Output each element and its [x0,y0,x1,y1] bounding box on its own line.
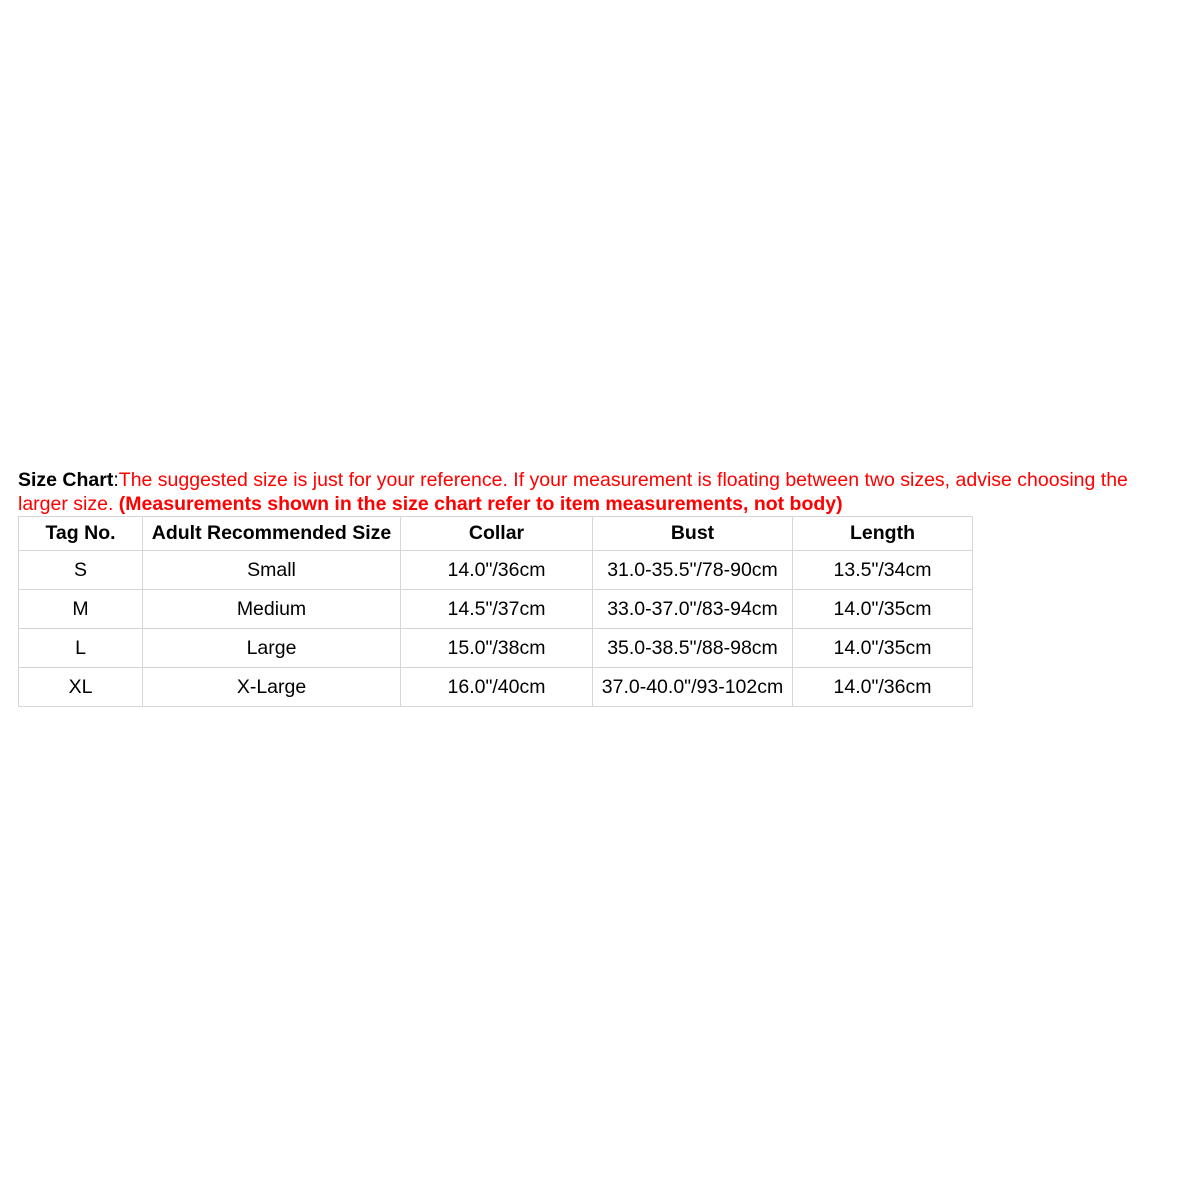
cell-adult-size: Small [143,551,401,590]
size-table [18,516,973,707]
cell-length: 14.0"/35cm [793,590,973,629]
header-adult-recommended-size: Adult Recommended Size [143,517,401,551]
table-row [19,590,973,629]
cell-collar: 15.0"/38cm [401,629,593,668]
cell-adult-size: Large [143,629,401,668]
cell-tag-no: XL [19,668,143,707]
header-collar: Collar [401,517,593,551]
table-row [19,551,973,590]
intro-colon: : [113,469,119,491]
cell-tag-no: S [19,551,143,590]
table-row [19,629,973,668]
size-chart-intro [18,468,1168,516]
cell-length: 14.0"/35cm [793,629,973,668]
cell-bust: 37.0-40.0"/93-102cm [593,668,793,707]
cell-collar: 16.0"/40cm [401,668,593,707]
cell-collar: 14.5"/37cm [401,590,593,629]
header-bust: Bust [593,517,793,551]
cell-adult-size: X-Large [143,668,401,707]
measurement-note: (Measurements shown in the size chart refer to item measurements, not body) [118,493,843,515]
cell-collar: 14.0"/36cm [401,551,593,590]
table-header-row [19,517,973,551]
cell-bust: 35.0-38.5"/88-98cm [593,629,793,668]
table-row [19,668,973,707]
cell-length: 13.5"/34cm [793,551,973,590]
cell-adult-size: Medium [143,590,401,629]
header-tag-no: Tag No. [19,517,143,551]
header-length: Length [793,517,973,551]
cell-tag-no: L [19,629,143,668]
cell-length: 14.0"/36cm [793,668,973,707]
size-advice-text: The suggested size is just for your reference. If your measurement is floating between two sizes, advise choosing the larger size. [18,469,1128,515]
cell-bust: 33.0-37.0"/83-94cm [593,590,793,629]
size-chart-label: Size Chart [18,469,114,491]
cell-tag-no: M [19,590,143,629]
cell-bust: 31.0-35.5"/78-90cm [593,551,793,590]
